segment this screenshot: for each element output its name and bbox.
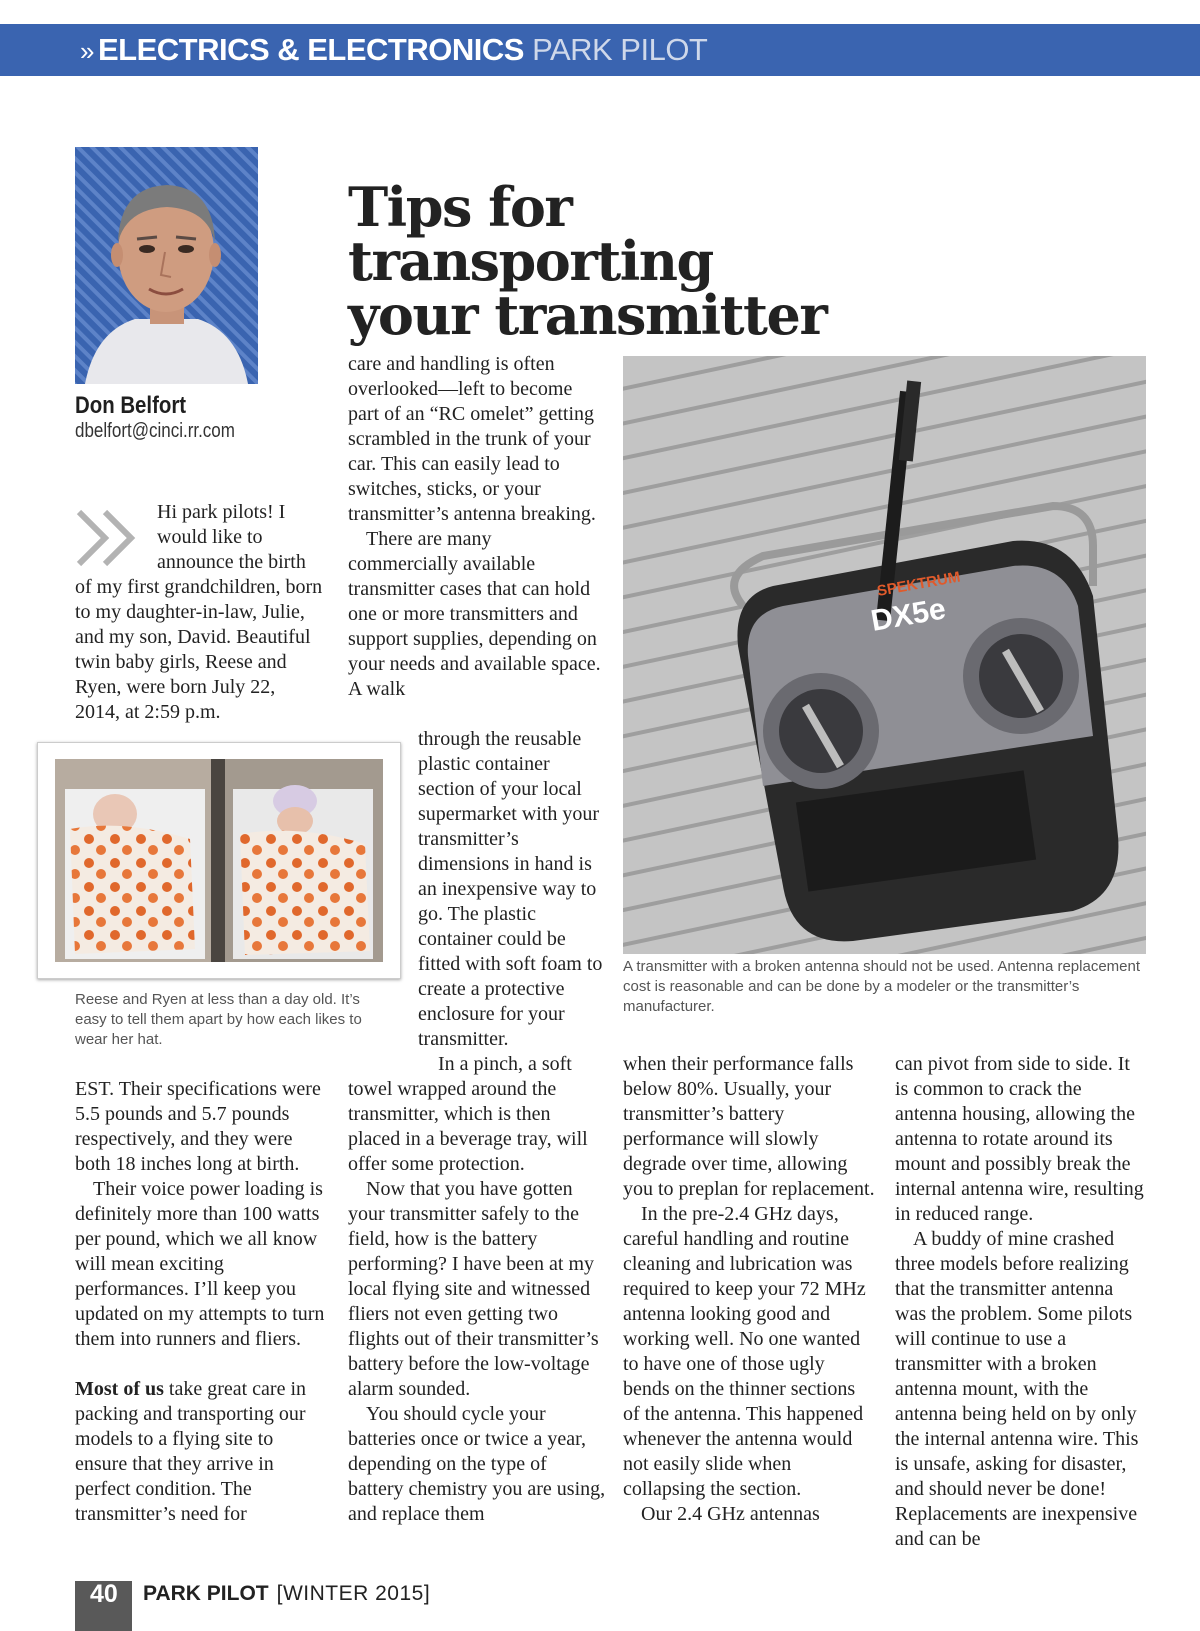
author-name: Don Belfort	[75, 392, 187, 419]
col3-paragraph-3: Our 2.4 GHz antennas	[641, 1503, 820, 1525]
babies-photo	[55, 759, 383, 962]
column-1	[75, 1077, 330, 1527]
babies-caption: Reese and Ryen at less than a day old. It’s easy to tell them apart by how each likes to wear her hat.	[75, 991, 362, 1048]
col2-paragraph-2a: There are many commercially available transmitter cases that can hold one or more transmitters and support supplies, depending on your needs and available space. A walk	[348, 528, 601, 700]
column-3	[623, 1052, 875, 1527]
transmitter-caption: A transmitter with a broken antenna should not be used. Antenna replacement cost is reasonable and can be done by a modeler or the transmitter’s manufacturer.	[623, 958, 1141, 1015]
col1-paragraph-2: Their voice power loading is definitely more than 100 watts per pound, which we all know will mean exciting performances. I’ll keep you updated on my attempts to turn them into runners and fliers.	[75, 1178, 325, 1350]
col2-paragraph-1: care and handling is often overlooked—left to become part of an “RC omelet” getting scrambled in the trunk of your car. This can easily lead to switches, sticks, or your transmitter’s antenna breaking.	[348, 353, 596, 525]
babies-photo-frame	[37, 742, 401, 979]
col1-paragraph-3	[75, 1377, 330, 1527]
col1-lead-in: Most of us	[75, 1378, 164, 1400]
footer-publication	[143, 1582, 430, 1606]
transmitter-model-label: DX5e	[868, 592, 949, 638]
col2-paragraph-4: Now that you have gotten your transmitter safely to the field, how is the battery performing? I have been at my local flying site and witnessed fliers not even getting two flights out of their transmitter’s battery before the low-voltage alarm sounded.	[348, 1178, 599, 1400]
footer-publication-name: PARK PILOT	[143, 1582, 269, 1605]
transmitter-photo	[623, 356, 1146, 954]
transmitter-brand-label: SPEKTRUM	[875, 568, 962, 600]
col4-paragraph-2: A buddy of mine crashed three models before realizing that the transmitter antenna was the problem. Some pilots will continue to use a transmitter with a broken antenna mount, with the antenna being held on by only the internal antenna wire. This is unsafe, asking for disaster, and should never be done! Replacements are inexpensive and can be	[895, 1228, 1139, 1550]
author-email[interactable]: dbelfort@cinci.rr.com	[75, 420, 235, 442]
col1-paragraph-1: EST. Their specifications were 5.5 pounds and 5.7 pounds respectively, and they were both 18 inches long at birth.	[75, 1078, 321, 1175]
banner-section: ELECTRICS & ELECTRONICS	[97, 32, 524, 67]
column-2-bottom	[348, 1052, 606, 1527]
column-2-wrap	[418, 727, 606, 1052]
col3-paragraph-1: when their performance falls below 80%. Usually, your transmitter’s battery performance will slowly degrade over time, allowing you to preplan for replacement.	[623, 1053, 875, 1200]
footer-issue: [WINTER 2015]	[276, 1582, 431, 1605]
banner-title	[80, 32, 707, 68]
col1-paragraph-3-text: take great care in packing and transporting our models to a flying site to ensure that they arrive in perfect condition. The transmitter’s need for	[75, 1378, 307, 1525]
column-2-top	[348, 352, 606, 702]
banner-publication: PARK PILOT	[532, 32, 708, 67]
col2-paragraph-3: In a pinch, a soft towel wrapped around the transmitter, which is then placed in a beverage tray, will offer some protection.	[348, 1053, 588, 1175]
intro-paragraph: Hi park pilots! I would like to announce the birth of my first grandchildren, born to my daughter-in-law, Julie, and my son, David. Beautiful twin baby girls, Reese and Ryen, were born July 22, 2014, at 2:59 p.m.	[75, 501, 323, 723]
col3-paragraph-2: In the pre-2.4 GHz days, careful handling and routine cleaning and lubrication was required to keep your 72 MHz antenna looking good and working well. No one wanted to have one of those ugly bends on the thinner sections of the antenna. This happened whenever the antenna would not easily slide when collapsing the section.	[623, 1203, 866, 1500]
author-portrait-illustration	[75, 147, 258, 384]
section-banner	[0, 24, 1200, 76]
chevron-right-icon: »	[80, 36, 94, 66]
title-line-2: your transmitter	[348, 283, 827, 347]
article-title	[348, 175, 948, 347]
chevron-spacer	[75, 500, 157, 575]
page-number: 40	[90, 1580, 118, 1608]
transmitter-illustration	[623, 356, 1146, 954]
column-4	[895, 1052, 1147, 1552]
col2-paragraph-2b: through the reusable plastic container section of your local supermarket with your transmitter’s dimensions in hand is an inexpensive way to go. The plastic container could be fitted with soft foam to create a protective enclosure for your transmitter.	[418, 728, 603, 1050]
title-line-1: Tips for transporting	[348, 175, 713, 293]
article-intro	[75, 500, 325, 725]
author-photo	[75, 147, 258, 384]
col4-paragraph-1: can pivot from side to side. It is common to crack the antenna housing, allowing the antenna to rotate around its mount and possibly break the internal antenna wire, resulting in reduced range.	[895, 1053, 1144, 1225]
col2-paragraph-5: You should cycle your batteries once or twice a year, depending on the type of battery chemistry you are using, and replace them	[348, 1403, 606, 1525]
